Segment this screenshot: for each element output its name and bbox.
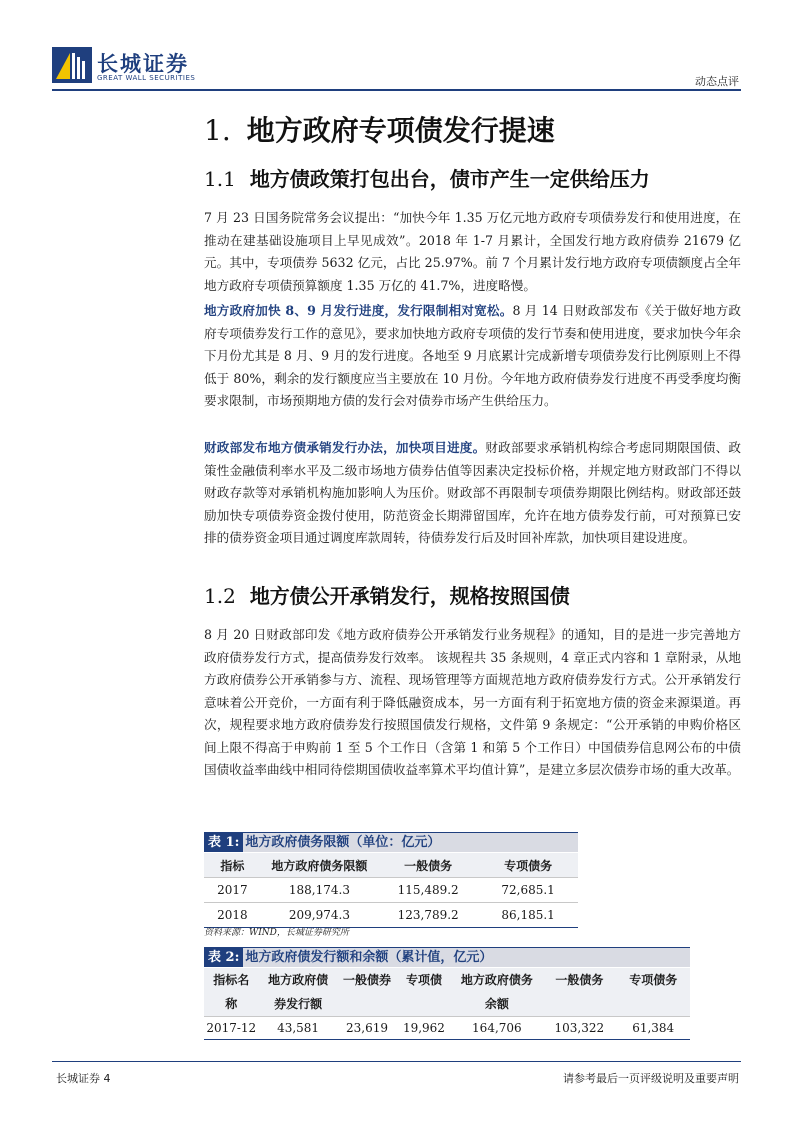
table-1-header-row [204, 853, 578, 878]
table-cell: 72,685.1 [478, 878, 578, 903]
section-1-1-number: 1.1 [204, 167, 236, 191]
table-2-header-cell: 称 [204, 992, 259, 1017]
table-2-header-row [204, 968, 690, 992]
table-row [204, 878, 578, 903]
table-2-header-cell: 一般债券 [338, 968, 397, 992]
table-2-header-row [204, 992, 690, 1017]
paragraph-1-1-b-body: 8 月 14 日财政部发布《关于做好地方政府专项债券发行工作的意见》，要求加快地方政府专项债的发行节奏和使用进度，要求加快今年余下月份尤其是 8 月、9 月的发行进度。各地至 9 月底累计完成新增专项债券发行比例原则上不得低于 80%，剩余的发行额度应当主要放在 10 月份。今年地方政府债券发行进度不再受季度均衡要求限制，市场预期地方债的发行会对债券市场产生供给压力。 [204, 303, 741, 408]
table-1-header-cell: 专项债务 [478, 853, 578, 878]
table-1-header-cell: 指标 [204, 853, 261, 878]
table-cell: 164,706 [451, 1017, 542, 1040]
table-cell: 19,962 [396, 1017, 451, 1040]
table-cell: 2018 [204, 903, 261, 928]
table-2-header-cell: 指标名 [204, 968, 259, 992]
section-1-number: 1. [204, 114, 231, 147]
table-2-header-cell [338, 992, 397, 1017]
report-type-label: 动态点评 [695, 75, 739, 88]
table-cell: 188,174.3 [261, 878, 378, 903]
table-2-caption [204, 947, 690, 967]
paragraph-1-1-a: 7 月 23 日国务院常务会议提出：“加快今年 1.35 万亿元地方政府专项债券发行和使用进度，在推动在建基础设施项目上早见成效”。2018 年 1-7 月累计，全国发行地方政府债券 21679 亿元。其中，专项债券 5632 亿元，占比 25.97%。前 7 个月累计发行地方政府专项债额度占全年地方政府专项债预算额度 1.35 万亿的 41.7%，进度略慢。 [204, 210, 741, 293]
table-2-header-cell [616, 992, 690, 1017]
brand-name-en: GREAT WALL SECURITIES [97, 74, 196, 82]
table-cell: 2017 [204, 878, 261, 903]
table-cell: 209,974.3 [261, 903, 378, 928]
section-1-1-heading [204, 163, 650, 192]
great-wall-logo-icon [52, 47, 92, 83]
table-1-tag: 表 1: [204, 833, 243, 852]
table-2-title: 地方政府债发行额和余额（累计值，亿元） [245, 950, 493, 965]
table-row [204, 903, 578, 928]
section-1-heading [204, 109, 555, 149]
table-2 [204, 968, 690, 1040]
table-1 [204, 853, 578, 928]
brand-name-cn: 长城证券 [97, 52, 189, 76]
table-1-title: 地方政府债务限额（单位：亿元） [245, 835, 441, 850]
table-1-header-cell: 地方政府债务限额 [261, 853, 378, 878]
table-cell: 123,789.2 [378, 903, 478, 928]
table-cell: 43,581 [259, 1017, 338, 1040]
paragraph-1-1-c-body: 财政部要求承销机构综合考虑同期限国债、政策性金融债利率水平及二级市场地方债券估值等因素决定投标价格，并规定地方财政部门不得以财政存款等对承销机构施加影响人为压价。财政部不再限制专项债券期限比例结构。财政部还鼓励加快专项债券资金拨付使用，防范资金长期滞留国库，允许在地方债券发行前，可对预算已安排的债券资金项目通过调度库款周转，待债券发行后及时回补库款，加快项目建设进度。 [204, 440, 742, 545]
table-2-header-cell [396, 992, 451, 1017]
table-2-tag: 表 2: [204, 948, 243, 967]
section-1-title: 地方政府专项债发行提速 [246, 114, 555, 147]
header-divider [52, 89, 741, 91]
table-2-header-cell: 一般债务 [542, 968, 616, 992]
table-1-source: 资料来源：WIND，长城证券研究所 [204, 928, 349, 938]
table-cell: 23,619 [338, 1017, 397, 1040]
table-2-header-cell: 地方政府债 [259, 968, 338, 992]
table-cell: 2017-12 [204, 1017, 259, 1040]
section-1-2-heading [204, 580, 570, 609]
footer-disclaimer: 请参考最后一页评级说明及重要声明 [563, 1072, 739, 1085]
section-1-1-title: 地方债政策打包出台，债市产生一定供给压力 [249, 167, 650, 191]
table-2-header-cell: 余额 [451, 992, 542, 1017]
section-1-2-title: 地方债公开承销发行，规格按照国债 [249, 584, 570, 608]
table-cell: 61,384 [616, 1017, 690, 1040]
paragraph-1-1-c-lead: 财政部发布地方债承销发行办法，加快项目进度。 [204, 440, 486, 455]
section-1-2-number: 1.2 [204, 584, 236, 608]
table-2-header-cell: 地方政府债务 [451, 968, 542, 992]
paragraph-1-1-c [204, 437, 741, 550]
table-1-caption [204, 832, 578, 852]
table-1-header-cell: 一般债务 [378, 853, 478, 878]
paragraph-1-1-b-lead: 地方政府加快 8、9 月发行进度，发行限制相对宽松。 [204, 303, 513, 318]
footer-divider [52, 1061, 741, 1062]
table-cell: 103,322 [542, 1017, 616, 1040]
paragraph-1-2-a: 8 月 20 日财政部印发《地方政府债券公开承销发行业务规程》的通知，目的是进一步完善地方政府债券发行方式，提高债券发行效率。 该规程共 35 条规则，4 章正式内容和 1 章附录，从地方政府债券公开承销参与方、流程、现场管理等方面规范地方政府债券发行方式。公开承销发行意味着公开竞价，一方面有利于降低融资成本，另一方面有利于拓宽地方债的资金来源渠道。再次，规程要求地方政府债券发行按照国债发行规格，文件第 9 条规定：“公开承销的申购价格区间上限不得高于申购前 1 至 5 个工作日（含第 1 和第 5 个工作日）中国债券信息网公布的中债国债收益率曲线中相同待偿期国债收益率算术平均值计算”，是建立多层次债券市场的重大改革。 [204, 627, 741, 777]
paragraph-1-1-b [204, 300, 741, 413]
table-row [204, 1017, 690, 1040]
table-2-header-cell: 专项债 [396, 968, 451, 992]
footer-page-label: 长城证券 4 [56, 1072, 111, 1085]
table-2-header-cell: 券发行额 [259, 992, 338, 1017]
table-cell: 86,185.1 [478, 903, 578, 928]
table-2-header-cell [542, 992, 616, 1017]
table-2-header-cell: 专项债务 [616, 968, 690, 992]
table-cell: 115,489.2 [378, 878, 478, 903]
